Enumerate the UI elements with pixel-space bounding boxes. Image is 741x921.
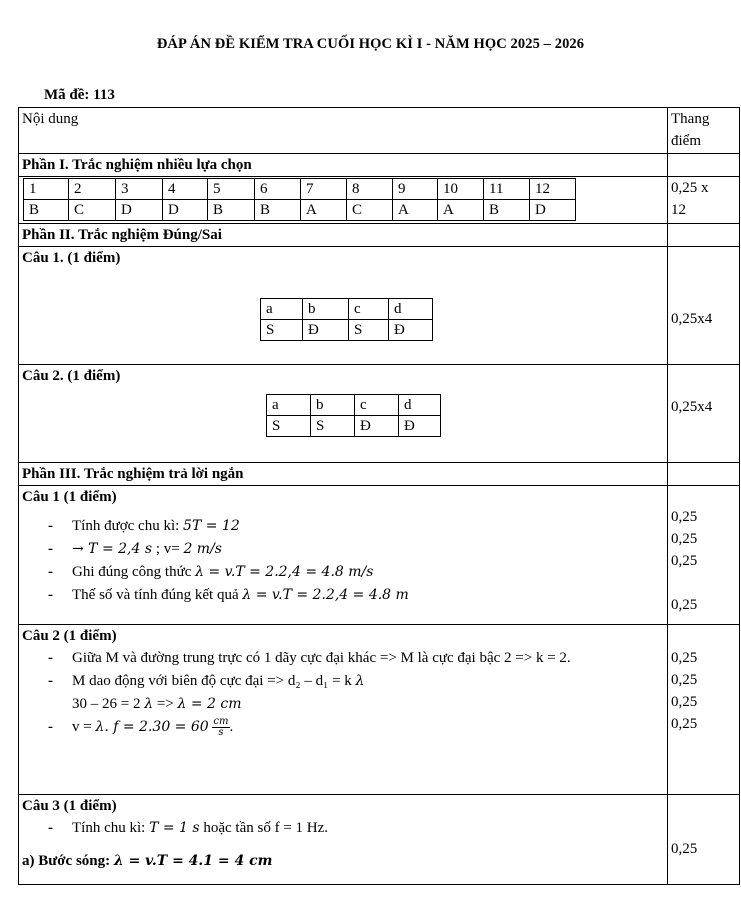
part1-question-number-10: 10 bbox=[438, 179, 484, 200]
part2-q1-label-3: c bbox=[349, 299, 389, 320]
q2-step3: - v = λ. f = 2.30 = 60 $\frac{cm}{s}$ . bbox=[48, 716, 664, 739]
part1-question-number-4: 4 bbox=[163, 179, 208, 200]
part1-question-number-3: 3 bbox=[116, 179, 163, 200]
part2-q2-answer-1: S bbox=[267, 416, 311, 437]
part3-q3-score: 0,25 bbox=[668, 795, 740, 885]
part1-question-number-9: 9 bbox=[393, 179, 438, 200]
part3-q2-scores: 0,25 0,25 0,25 0,25 bbox=[668, 625, 740, 795]
q3-step1: - Tính chu kì: T = 1 s hoặc tần số f = 1 Hz. bbox=[48, 817, 664, 840]
exam-code: Mã đề: 113 bbox=[44, 87, 115, 103]
part1-answer-3: D bbox=[116, 200, 163, 221]
part1-answer-2: C bbox=[69, 200, 116, 221]
q2-step2b: 30 – 26 = 2 λ => λ = 2 cm bbox=[72, 696, 242, 712]
part1-heading: Phần I. Trắc nghiệm nhiều lựa chọn bbox=[19, 154, 668, 177]
part2-heading: Phần II. Trắc nghiệm Đúng/Sai bbox=[19, 224, 668, 247]
part1-answer-6: B bbox=[255, 200, 301, 221]
part3-question3: Câu 3 (1 điểm) - Tính chu kì: T = 1 s hoặc tần số f = 1 Hz. a) Bước sóng: λ = v.T = 4.1 = 4 cm bbox=[19, 795, 668, 885]
part2-q1-label-2: b bbox=[303, 299, 349, 320]
part1-answer-8: C bbox=[347, 200, 393, 221]
part2-q2-grid bbox=[266, 394, 441, 437]
part2-q2-score: 0,25x4 bbox=[668, 365, 740, 463]
unit-fraction: $\frac{cm}{s}$ bbox=[213, 716, 229, 739]
part1-answer-1: B bbox=[24, 200, 69, 221]
part1-question-number-8: 8 bbox=[347, 179, 393, 200]
part2-question2: Câu 2. (1 điểm) a b c d S S Đ Đ bbox=[19, 365, 668, 463]
part2-q2-label-1: a bbox=[267, 395, 311, 416]
part1-question-number-1: 1 bbox=[24, 179, 69, 200]
part1-answer-4: D bbox=[163, 200, 208, 221]
q1-step1: - Tính được chu kì: 5T = 12 bbox=[48, 515, 664, 538]
part2-question1: Câu 1. (1 điểm) a b c d S Đ S Đ bbox=[19, 247, 668, 365]
q2-step2: - M dao động với biên độ cực đại => d₂ – d₁ = k λ bbox=[48, 670, 664, 693]
part1-answer-grid bbox=[23, 178, 576, 221]
answer-table bbox=[18, 107, 740, 885]
q1-step4: - Thế số và tính đúng kết quả λ = v.T = 2.2,4 = 4.8 m bbox=[48, 584, 664, 607]
part3-q1-scores: 0,25 0,25 0,25 0,25 bbox=[668, 486, 740, 625]
part3-question2: Câu 2 (1 điểm) - Giữa M và đường trung trực có 1 dãy cực đại khác => M là cực đại bậc 2 => k = 2. - M dao động với biên độ cực đại => d₂ – d₁ = k λ 30 – 26 = 2 λ => λ = 2 cm - v = λ. f = 2.30 = 60 $\frac{cm}{s}$ . bbox=[19, 625, 668, 795]
document-title: ĐÁP ÁN ĐỀ KIỂM TRA CUỐI HỌC KÌ I - NĂM HỌC 2025 – 2026 bbox=[156, 36, 585, 52]
part1-question-number-12: 12 bbox=[530, 179, 576, 200]
part1-answer-7: A bbox=[301, 200, 347, 221]
part1-answer-10: A bbox=[438, 200, 484, 221]
part2-q1-answer-4: Đ bbox=[389, 320, 433, 341]
part2-q1-score: 0,25x4 bbox=[668, 247, 740, 365]
part2-q2-answer-3: Đ bbox=[355, 416, 399, 437]
part1-answer-9: A bbox=[393, 200, 438, 221]
part2-q1-label-1: a bbox=[261, 299, 303, 320]
part2-q1-label-4: d bbox=[389, 299, 433, 320]
part2-q1-answer-2: Đ bbox=[303, 320, 349, 341]
part1-question-number-5: 5 bbox=[208, 179, 255, 200]
part1-question-number-7: 7 bbox=[301, 179, 347, 200]
part2-q2-label-2: b bbox=[311, 395, 355, 416]
q3-part-a: a) Bước sóng: λ = v.T = 4.1 = 4 cm bbox=[22, 853, 273, 869]
q1-step3: - Ghi đúng công thức λ = v.T = 2.2,4 = 4.8 m/s bbox=[48, 561, 664, 584]
part3-heading: Phần III. Trắc nghiệm trả lời ngắn bbox=[19, 463, 668, 486]
part2-q1-answer-1: S bbox=[261, 320, 303, 341]
part1-question-number-2: 2 bbox=[69, 179, 116, 200]
q2-step1: - Giữa M và đường trung trực có 1 dãy cực đại khác => M là cực đại bậc 2 => k = 2. bbox=[48, 647, 664, 670]
part1-answer-11: B bbox=[484, 200, 530, 221]
part2-q2-answer-2: S bbox=[311, 416, 355, 437]
part2-q1-answer-3: S bbox=[349, 320, 389, 341]
part1-score: 0,25 x 12 bbox=[668, 177, 740, 224]
part2-q2-label-3: c bbox=[355, 395, 399, 416]
part1-answer-5: B bbox=[208, 200, 255, 221]
part1-question-number-11: 11 bbox=[484, 179, 530, 200]
part3-question1: Câu 1 (1 điểm) - Tính được chu kì: 5T = 12 - → T = 2,4 s ; v= 2 m/s - Ghi đúng công thức λ = v.T = 2.2,4 = 4.8 m/s - Thế số và tính đúng kết quả λ = v.T = 2.2,4 = 4.8 m bbox=[19, 486, 668, 625]
part2-q1-grid bbox=[260, 298, 433, 341]
content-header: Nội dung bbox=[19, 108, 668, 154]
part2-q2-label-4: d bbox=[399, 395, 441, 416]
part1-question-number-6: 6 bbox=[255, 179, 301, 200]
q1-step2: - → T = 2,4 s ; v= 2 m/s bbox=[48, 538, 664, 561]
part1-answer-12: D bbox=[530, 200, 576, 221]
part2-q2-answer-4: Đ bbox=[399, 416, 441, 437]
score-header: Thang điểm bbox=[668, 108, 740, 154]
